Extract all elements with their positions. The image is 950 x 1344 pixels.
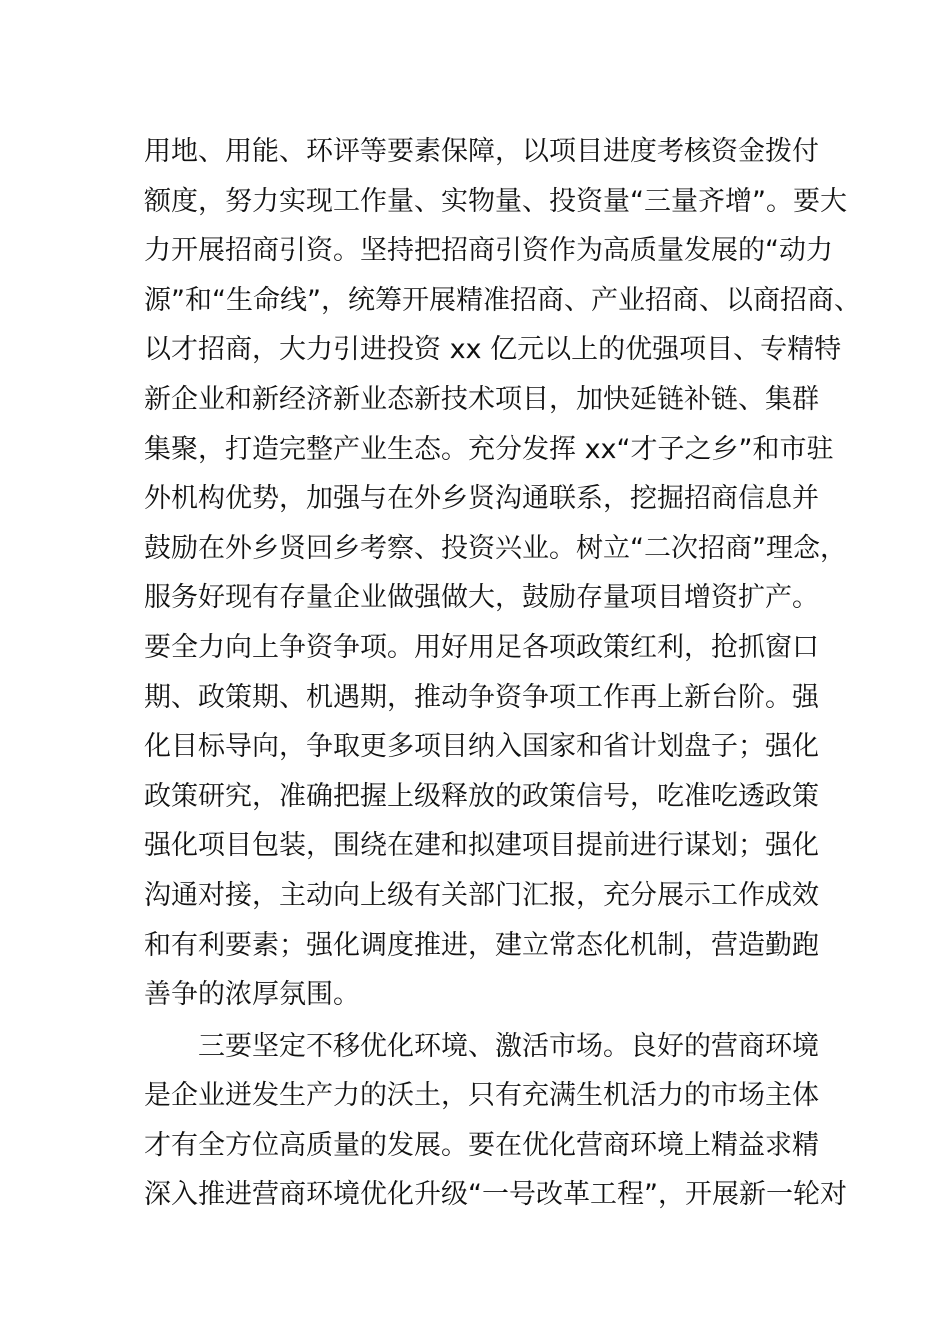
text-line: 力开展招商引资。坚持把招商引资作为高质量发展的“动力	[144, 235, 833, 267]
text-line: 才有全方位高质量的发展。要在优化营商环境上精益求精	[144, 1129, 819, 1161]
text-line: 新企业和新经济新业态新技术项目，加快延链补链、集群	[144, 383, 819, 415]
paragraph-1	[144, 127, 861, 1020]
text-line: 期、政策期、机遇期，推动争资争项工作再上新台阶。强	[144, 681, 819, 713]
text-line: 强化项目包装，围绕在建和拟建项目提前进行谋划；强化	[144, 830, 819, 862]
text-line: 善争的浓厚氛围。	[144, 979, 360, 1011]
text-line: 服务好现有存量企业做强做大，鼓励存量项目增资扩产。	[144, 582, 819, 614]
text-line: 化目标导向，争取更多项目纳入国家和省计划盘子；强化	[144, 731, 819, 763]
text-line: 和有利要素；强化调度推进，建立常态化机制，营造勤跑	[144, 929, 819, 961]
text-line: 沟通对接，主动向上级有关部门汇报，充分展示工作成效	[144, 879, 819, 911]
text-line: 用地、用能、环评等要素保障，以项目进度考核资金拨付	[144, 136, 819, 167]
text-line: 深入推进营商环境优化升级“一号改革工程”，开展新一轮对	[144, 1179, 847, 1211]
text-line: 外机构优势，加强与在外乡贤沟通联系，挖掘招商信息并	[144, 483, 819, 515]
text-line: 是企业迸发生产力的沃土，只有充满生机活力的市场主体	[144, 1080, 819, 1112]
body-text	[144, 127, 861, 1220]
text-line: 集聚，打造完整产业生态。充分发挥 xx“才子之乡”和市驻	[144, 433, 834, 465]
text-line: 政策研究，准确把握上级释放的政策信号，吃准吃透政策	[144, 780, 819, 812]
paragraph-2	[144, 1022, 847, 1220]
text-line: 鼓励在外乡贤回乡考察、投资兴业。树立“二次招商”理念，	[144, 532, 847, 564]
text-line: 以才招商，大力引进投资 xx 亿元以上的优强项目、专精特	[144, 334, 842, 366]
text-line: 额度，努力实现工作量、实物量、投资量“三量齐增”。要大	[144, 185, 847, 217]
text-line: 源”和“生命线”，统筹开展精准招商、产业招商、以商招商、	[144, 284, 861, 316]
text-line: 要全力向上争资争项。用好用足各项政策红利，抢抓窗口	[144, 631, 819, 663]
text-line: 三要坚定不移优化环境、激活市场。良好的营商环境	[198, 1030, 819, 1062]
